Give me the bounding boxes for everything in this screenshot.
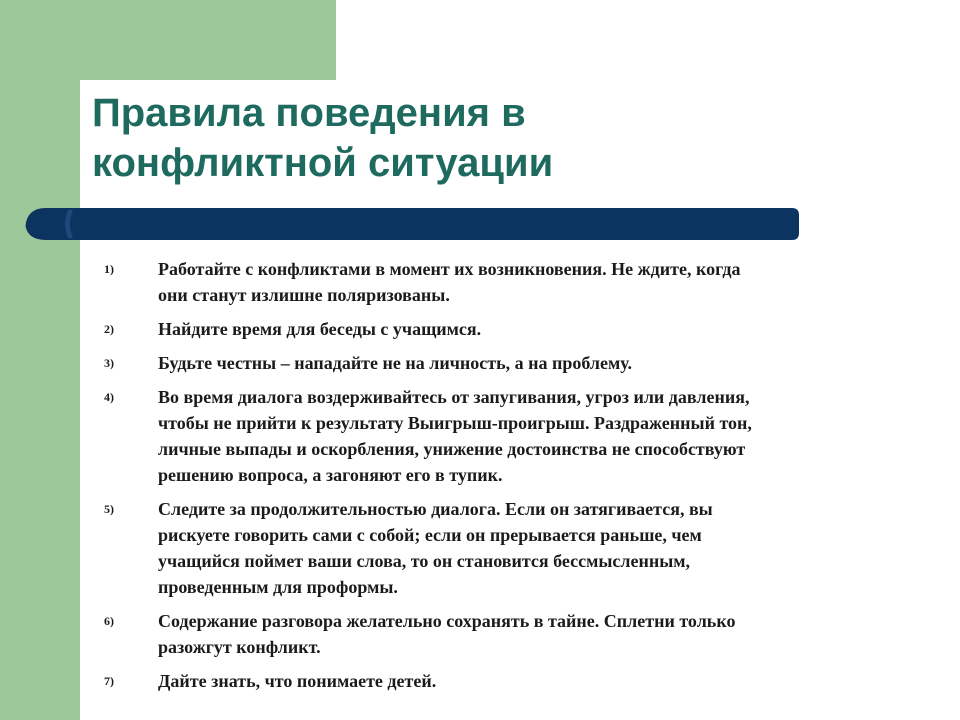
- item-text-line: Во время диалога воздерживайтесь от запугивания, угроз или давления,: [158, 387, 750, 407]
- item-number: 5): [104, 502, 114, 516]
- green-side-band: [0, 0, 80, 720]
- item-number: 6): [104, 614, 114, 628]
- item-text-line: Найдите время для беседы с учащимся.: [158, 319, 482, 339]
- slide-title-line-1: Правила поведения в: [92, 91, 526, 135]
- title-underline-bar: [24, 207, 800, 241]
- item-text: [158, 384, 884, 488]
- list-item: [104, 496, 884, 600]
- item-text-line: проведенным для проформы.: [158, 577, 398, 597]
- item-text-line: Работайте с конфликтами в момент их возникновения. Не ждите, когда: [158, 259, 741, 279]
- slide-title-line-2: конфликтной ситуации: [92, 141, 554, 185]
- item-text-line: разожгут конфликт.: [158, 637, 321, 657]
- item-text: [158, 256, 884, 308]
- list-item: [104, 316, 884, 342]
- item-text-line: Содержание разговора желательно сохранять в тайне. Сплетни только: [158, 611, 736, 631]
- slide-title: [92, 88, 912, 188]
- item-text-line: Следите за продолжительностью диалога. Если он затягивается, вы: [158, 499, 713, 519]
- item-text: [158, 608, 884, 660]
- item-text: [158, 350, 884, 376]
- list-item: [104, 384, 884, 488]
- item-text-line: рискуете говорить сами с собой; если он прерывается раньше, чем: [158, 525, 702, 545]
- list-item: [104, 256, 884, 308]
- item-text-line: Будьте честны – нападайте не на личность, а на проблему.: [158, 353, 632, 373]
- rules-list: [104, 256, 884, 702]
- green-top-band: [0, 0, 336, 80]
- item-number: 7): [104, 674, 114, 688]
- item-text-line: они станут излишне поляризованы.: [158, 285, 450, 305]
- item-text-line: учащийся поймет ваши слова, то он становится бессмысленным,: [158, 551, 691, 571]
- item-number: 4): [104, 390, 114, 404]
- item-text: [158, 316, 884, 342]
- list-item: [104, 668, 884, 694]
- list-item: [104, 350, 884, 376]
- item-text-line: личные выпады и оскорбления, унижение достоинства не способствуют: [158, 439, 746, 459]
- item-number: 2): [104, 322, 114, 336]
- item-text-line: решению вопроса, а загоняют его в тупик.: [158, 465, 503, 485]
- item-text: [158, 668, 884, 694]
- item-text: [158, 496, 884, 600]
- item-number: 3): [104, 356, 114, 370]
- list-item: [104, 608, 884, 660]
- item-text-line: Дайте знать, что понимаете детей.: [158, 671, 437, 691]
- item-text-line: чтобы не прийти к результату Выигрыш-проигрыш. Раздраженный тон,: [158, 413, 752, 433]
- item-number: 1): [104, 262, 114, 276]
